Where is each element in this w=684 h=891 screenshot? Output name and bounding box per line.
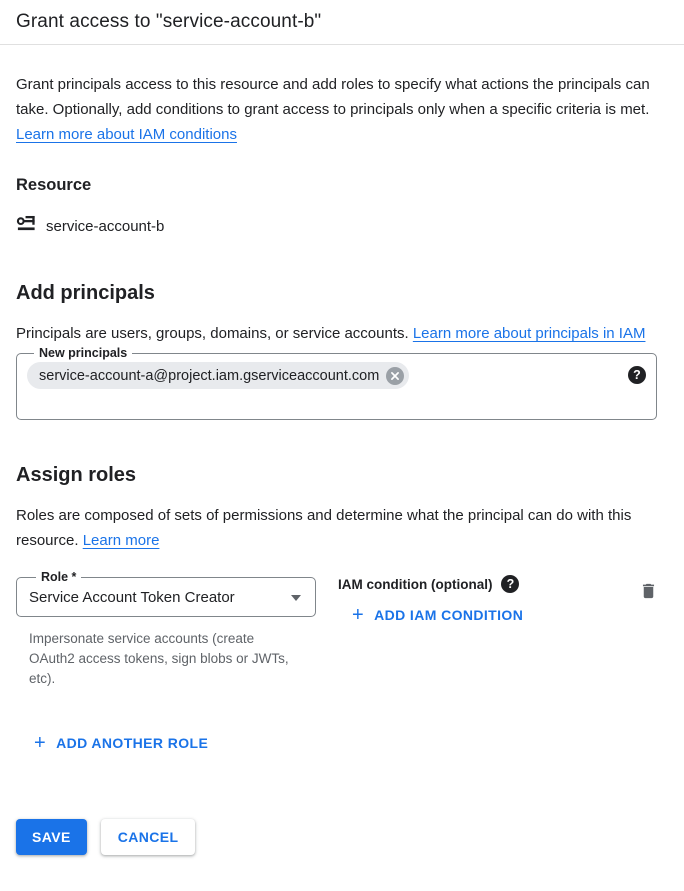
intro-text: Grant principals access to this resource and add roles to specify what actions the principals can take. Optionally, add conditions to grant access to principals only when a specific criteria is met. xyxy=(16,76,650,118)
role-value-row xyxy=(29,585,303,606)
dialog-body xyxy=(0,72,684,855)
new-principals-input[interactable] xyxy=(409,362,620,389)
service-account-icon xyxy=(16,214,37,238)
new-principals-field[interactable] xyxy=(16,346,657,420)
cancel-button[interactable]: CANCEL xyxy=(101,819,196,855)
role-binding-row xyxy=(16,570,668,689)
resource-name: service-account-b xyxy=(46,217,165,235)
chip-remove-button[interactable] xyxy=(386,367,404,385)
role-selected-value: Service Account Token Creator xyxy=(29,589,235,606)
roles-learn-more-link[interactable]: Learn more xyxy=(82,532,160,549)
trash-icon xyxy=(639,581,658,601)
condition-help-icon[interactable]: ? xyxy=(501,575,519,593)
delete-column xyxy=(637,579,660,606)
add-another-role-label: ADD ANOTHER ROLE xyxy=(56,735,209,751)
save-button[interactable]: SAVE xyxy=(16,819,87,855)
principals-description xyxy=(16,321,661,346)
principals-description-text: Principals are users, groups, domains, or service accounts. xyxy=(16,325,413,342)
resource-heading: Resource xyxy=(16,176,92,194)
condition-label: IAM condition (optional) xyxy=(338,576,493,592)
principal-chip-text: service-account-a@project.iam.gserviceaccount.com xyxy=(39,367,380,384)
role-column xyxy=(16,570,316,689)
delete-role-button[interactable] xyxy=(637,579,660,603)
add-another-role-button[interactable] xyxy=(26,729,216,757)
role-description-text: Impersonate service accounts (create OAuth2 access tokens, sign blobs or JWTs, etc). xyxy=(29,631,289,686)
add-iam-condition-button[interactable] xyxy=(344,601,531,629)
new-principals-label: New principals xyxy=(39,346,128,360)
add-iam-condition-label: ADD IAM CONDITION xyxy=(374,607,524,623)
iam-conditions-link[interactable]: Learn more about IAM conditions xyxy=(16,126,237,143)
roles-description xyxy=(16,503,661,553)
dialog-title: Grant access to "service-account-b" xyxy=(16,11,322,32)
close-circle-icon xyxy=(386,367,404,385)
principals-help-icon[interactable]: ? xyxy=(628,366,646,384)
assign-roles-heading: Assign roles xyxy=(16,464,137,486)
roles-description-text: Roles are composed of sets of permissions and determine what the principal can do with this resource. xyxy=(16,507,632,549)
role-select[interactable] xyxy=(16,570,316,617)
principal-chip-row xyxy=(27,362,646,389)
role-label: Role * xyxy=(41,570,77,584)
add-principals-heading: Add principals xyxy=(16,282,155,304)
chevron-down-icon xyxy=(291,595,301,601)
dialog-header xyxy=(0,0,684,45)
plus-icon: + xyxy=(34,732,47,754)
condition-column xyxy=(338,570,637,629)
resource-row xyxy=(16,214,668,238)
condition-label-row xyxy=(338,575,637,593)
plus-icon: + xyxy=(352,604,365,626)
intro-paragraph xyxy=(16,72,664,147)
principal-chip xyxy=(27,362,409,389)
principals-learn-more-link[interactable]: Learn more about principals in IAM xyxy=(412,325,646,342)
dialog-actions xyxy=(16,819,668,855)
